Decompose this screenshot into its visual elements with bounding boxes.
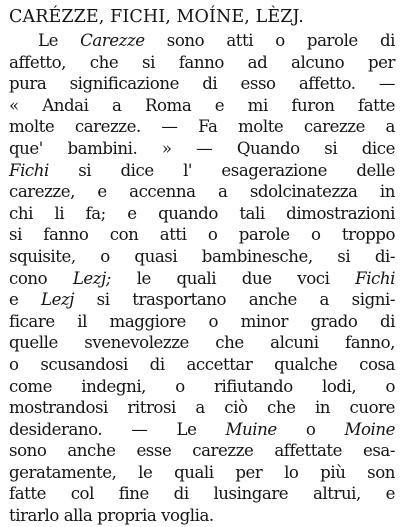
- text-run: sono anche esse carezze affettate esa-: [9, 441, 395, 461]
- entry-body: [9, 30, 395, 527]
- text-line: [9, 203, 395, 225]
- text-line: [9, 246, 395, 268]
- italic-term: Moine: [344, 419, 395, 439]
- text-run: cono: [9, 268, 73, 288]
- dictionary-entry: [9, 6, 395, 527]
- text-run: carezze, e accenna a sdolcinatezza in: [9, 182, 395, 202]
- text-line: [9, 376, 395, 398]
- text-line: [9, 311, 395, 333]
- text-run: tirarlo alla propria voglia.: [9, 506, 214, 526]
- text-run: le quali due voci: [110, 268, 356, 288]
- text-line: [9, 138, 395, 160]
- entry-heading: CARÉZZE, FICHI, MOÍNE, LÈZJ.: [9, 7, 304, 27]
- text-line: [9, 73, 395, 95]
- text-run: si dice l' esagerazione delle: [48, 160, 395, 180]
- italic-term: Lezj: [41, 290, 74, 310]
- text-run: geratamente, le quali per lo più son: [9, 462, 395, 482]
- text-line: [9, 160, 395, 182]
- italic-term: Fichi: [9, 160, 49, 180]
- text-line: [9, 354, 395, 376]
- text-line: [9, 483, 395, 505]
- text-run: molte carezze. — Fa molte carezze a: [9, 117, 395, 137]
- text-line: [9, 224, 395, 246]
- text-run: chi li fa; e quando tali dimostrazioni: [9, 203, 395, 223]
- text-run: fatte col fine di lusingare altrui, e: [9, 484, 395, 504]
- text-run: ficare il maggiore o minor grado di: [9, 311, 395, 331]
- italic-term: Muine: [225, 419, 277, 439]
- text-line: [9, 289, 395, 311]
- text-line: [9, 397, 395, 419]
- text-line: [9, 462, 395, 484]
- text-line: [9, 505, 395, 527]
- text-run: mostrandosi ritrosi a ciò che in cuore: [9, 398, 395, 418]
- text-line: [9, 52, 395, 74]
- text-run: o scusandosi di accettar qualche cosa: [9, 354, 395, 374]
- text-run: Le: [38, 31, 81, 50]
- italic-term: Lezj;: [72, 268, 111, 288]
- text-run: o: [276, 419, 345, 439]
- text-run: squisite, o quasi bambinesche, si di-: [9, 246, 395, 266]
- text-run: e: [9, 290, 42, 310]
- italic-term: Fichi: [355, 268, 395, 288]
- text-line: [9, 419, 395, 441]
- text-line: [9, 440, 395, 462]
- text-run: sono atti o parole di: [144, 31, 395, 50]
- text-run: si trasportano anche a signi-: [73, 290, 395, 310]
- text-line: [9, 268, 395, 290]
- text-run: affetto, che si fanno ad alcuno per: [9, 52, 395, 72]
- text-run: come indegni, o rifiutando lodi, o: [9, 376, 395, 396]
- text-run: que' bambini. » — Quando si dice: [9, 138, 395, 158]
- text-run: desiderano. — Le: [9, 419, 226, 439]
- text-run: « Andai a Roma e mi furon fatte: [9, 95, 395, 115]
- text-line: [9, 181, 395, 203]
- text-line: [9, 30, 395, 52]
- text-line: [9, 116, 395, 138]
- text-line: [9, 332, 395, 354]
- italic-term: Carezze: [80, 31, 145, 50]
- text-run: si fanno con atti o parole o troppo: [9, 225, 395, 245]
- text-run: quelle svenevolezze che alcuni fanno,: [9, 333, 395, 353]
- text-line: [9, 95, 395, 117]
- text-run: pura significazione di esso affetto. —: [9, 74, 395, 94]
